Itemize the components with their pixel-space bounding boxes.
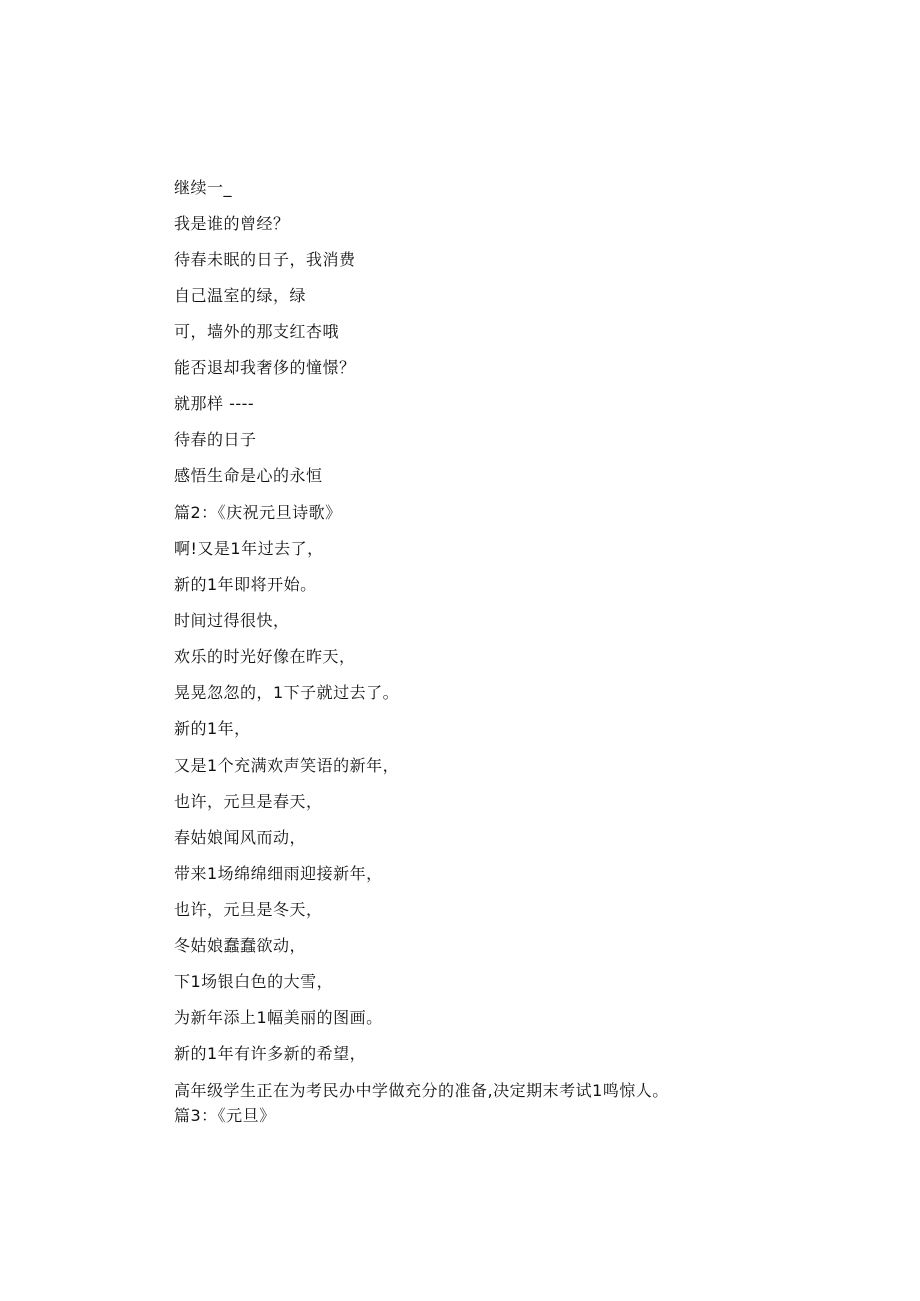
text-line: 时间过得很快， — [174, 611, 290, 630]
text-line: 可，墙外的那支红杏哦 — [174, 322, 340, 341]
text-line: 也许，元旦是冬天， — [174, 900, 323, 919]
text-line: 就那样 ---- — [174, 394, 255, 413]
text-line: 我是谁的曾经？ — [174, 214, 290, 233]
text-line: 下1场银白色的大雪， — [174, 972, 334, 991]
text-line: 新的1年即将开始。 — [174, 575, 317, 594]
text-line: 新的1年， — [174, 719, 251, 738]
text-line: 新的1年有许多新的希望， — [174, 1044, 367, 1063]
text-line: 也许，元旦是春天， — [174, 792, 323, 811]
text-line: 又是1个充满欢声笑语的新年， — [174, 756, 400, 775]
text-line: 为新年添上1幅美丽的图画。 — [174, 1008, 383, 1027]
text-line: 能否退却我奢侈的憧憬？ — [174, 358, 356, 377]
text-line: 晃晃忽忽的，1下子就过去了。 — [174, 683, 400, 702]
text-line: 啊!又是1年过去了， — [174, 539, 324, 558]
text-line: 春姑娘闻风而动， — [174, 828, 307, 847]
text-line: 高年级学生正在为考民办中学做充分的准备,决定期末考试1鸣惊人。 — [174, 1081, 669, 1100]
text-line: 冬姑娘蠢蠢欲动， — [174, 936, 307, 955]
text-line: 自己温室的绿，绿 — [174, 286, 307, 305]
section-heading: 篇2：《庆祝元旦诗歌》 — [174, 503, 342, 522]
text-line: 感悟生命是心的永恒 — [174, 466, 323, 485]
text-line: 欢乐的时光好像在昨天， — [174, 647, 356, 666]
text-line: 带来1场绵绵细雨迎接新年， — [174, 864, 383, 883]
text-line: 继续一_ — [174, 178, 233, 197]
text-line: 待春的日子 — [174, 430, 257, 449]
text-line: 待春未眠的日子，我消费 — [174, 250, 356, 269]
section-heading: 篇3：《元旦》 — [174, 1106, 276, 1125]
